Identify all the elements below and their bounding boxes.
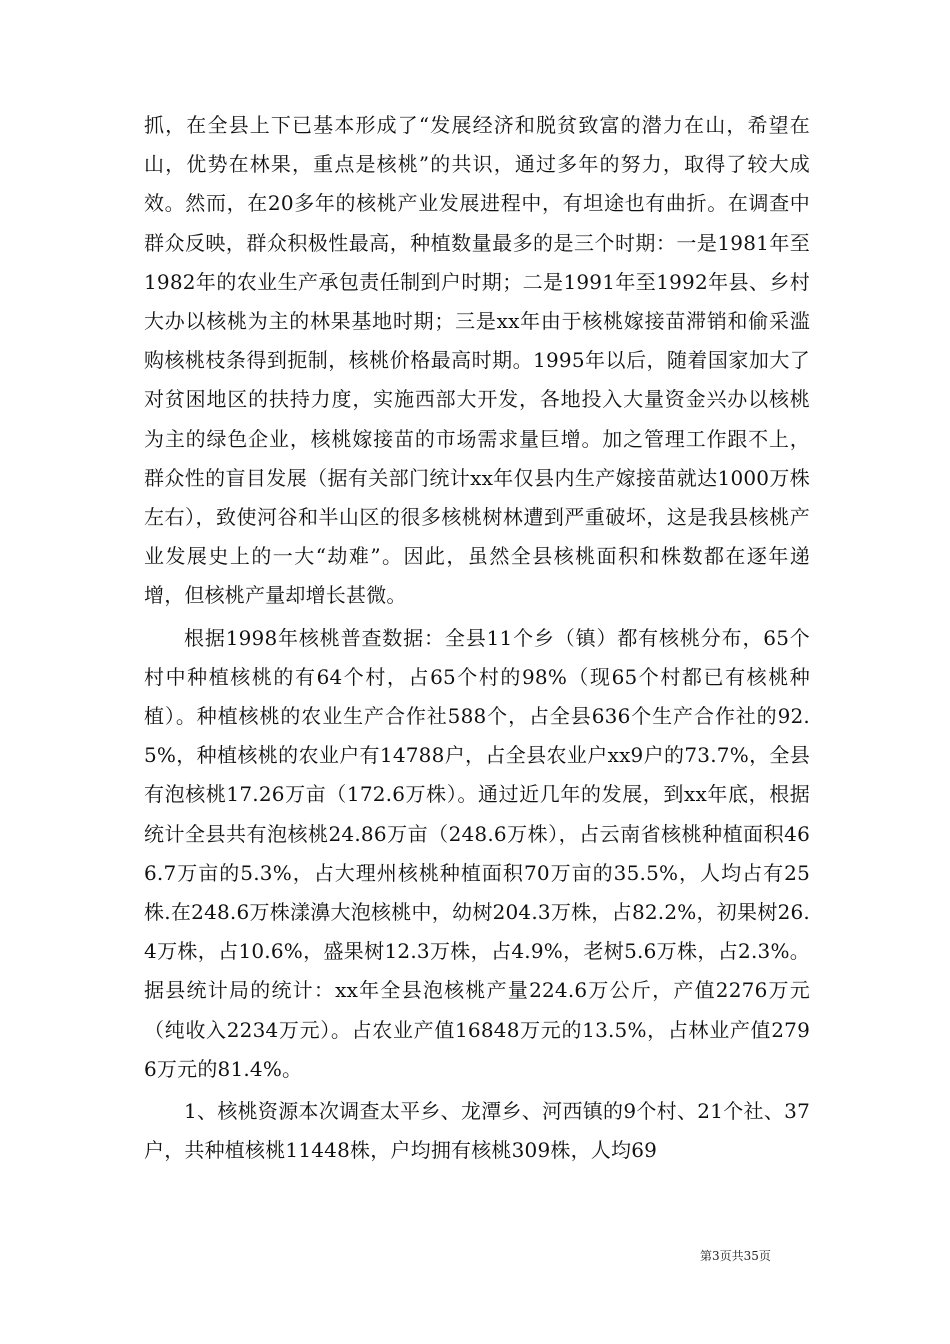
page-number-footer: 第3页共35页 [700,1249,771,1263]
document-body [144,106,810,1173]
paragraph-survey-data: 根据1998年核桃普查数据：全县11个乡（镇）都有核桃分布，65个村中种植核桃的有64个村，占65个村的98%（现65个村都已有核桃种植）。种植核桃的农业生产合作社588个，占全县636个生产合作社的92.5%，种植核桃的农业户有14788户，占全县农业户xx9户的73.7%，全县有泡核桃17.26万亩（172.6万株）。通过近几年的发展，到xx年底，根据统计全县共有泡核桃24.86万亩（248.6万株），占云南省核桃种植面积466.7万亩的5.3%，占大理州核桃种植面积70万亩的35.5%，人均占有25株.在248.6万株漾濞大泡核桃中，幼树204.3万株，占82.2%，初果树26.4万株，占10.6%，盛果树12.3万株，占4.9%，老树5.6万株，占2.3%。据县统计局的统计：xx年全县泡核桃产量224.6万公斤，产值2276万元（纯收入2234万元）。占农业产值16848万元的13.5%，占林业产值2796万元的81.4%。 [144,625,810,1081]
paragraph-walnut-resources: 1、核桃资源本次调查太平乡、龙潭乡、河西镇的9个村、21个社、37户，共种植核桃11448株，户均拥有核桃309株，人均69 [144,1099,810,1163]
paragraph-history: 抓，在全县上下已基本形成了“发展经济和脱贫致富的潜力在山，希望在山，优势在林果，重点是核桃”的共识，通过多年的努力，取得了较大成效。然而，在20多年的核桃产业发展进程中，有坦途也有曲折。在调查中群众反映，群众积极性最高，种植数量最多的是三个时期：一是1981年至1982年的农业生产承包责任制到户时期；二是1991年至1992年县、乡村大办以核桃为主的林果基地时期；三是xx年由于核桃嫁接苗滞销和偷采滥购核桃枝条得到扼制，核桃价格最高时期。1995年以后，随着国家加大了对贫困地区的扶持力度，实施西部大开发，各地投入大量资金兴办以核桃为主的绿色企业，核桃嫁接苗的市场需求量巨增。加之管理工作跟不上，群众性的盲目发展（据有关部门统计xx年仅县内生产嫁接苗就达1000万株左右），致使河谷和半山区的很多核桃树林遭到严重破坏，这是我县核桃产业发展史上的一大“劫难”。因此，虽然全县核桃面积和株数都在逐年递增，但核桃产量却增长甚微。 [144,113,810,608]
